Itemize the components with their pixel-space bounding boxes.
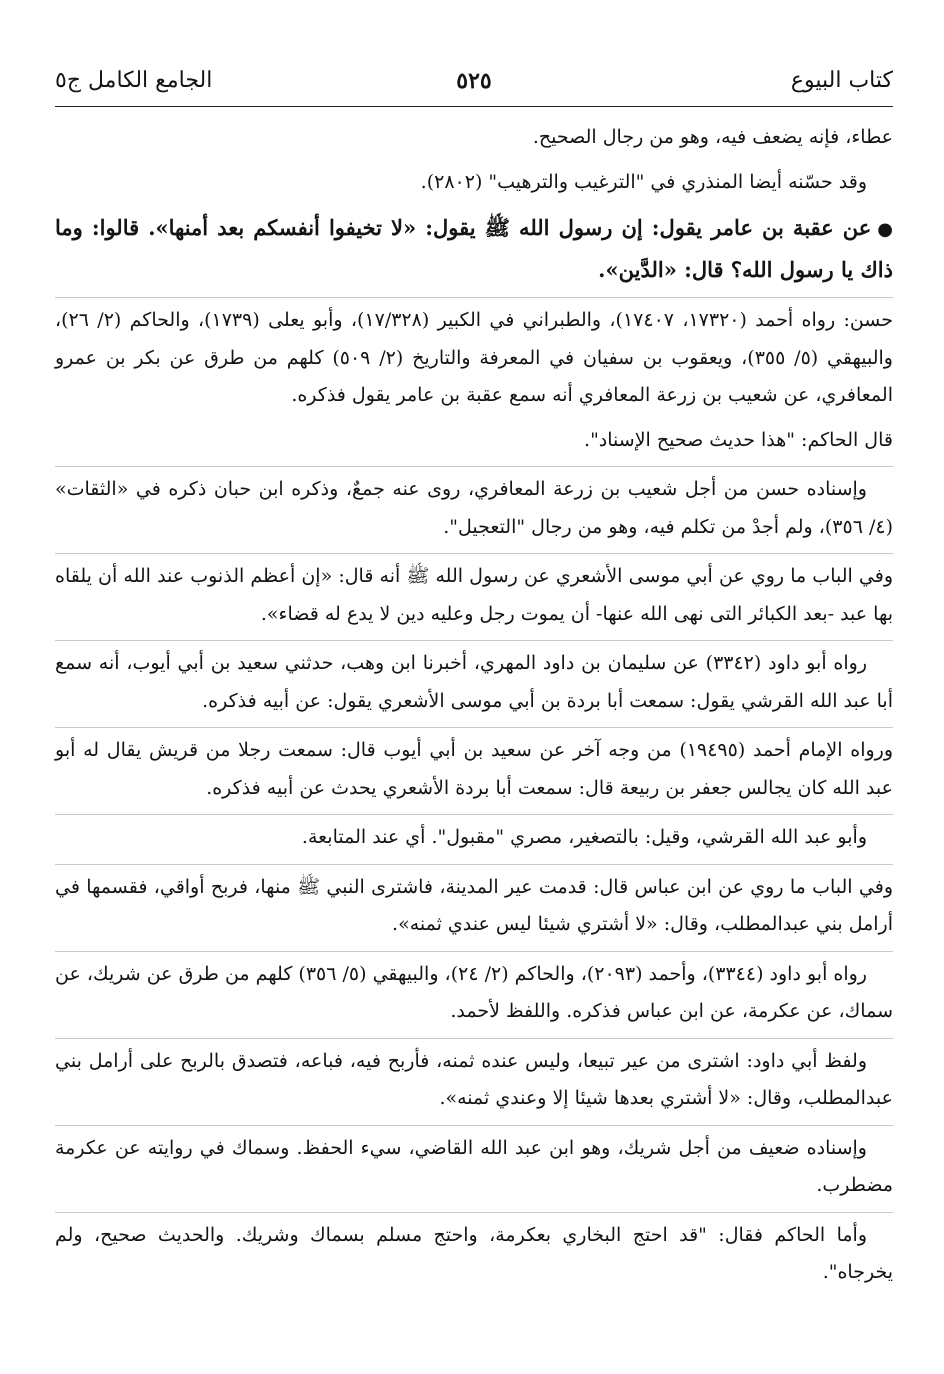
paragraph: حسن: رواه أحمد (١٧٣٢٠، ١٧٤٠٧)، والطبراني في الكبير (١٧/٣٢٨)، وأبو يعلى (١٧٣٩)، والحاكم (٢/ ٢٦)، والبيهقي (٥/ ٣٥٥)، ويعقوب بن سفيان في المعرفة والتاريخ (٢/ ٥٠٩) كلهم من طرق عن بكر بن عمرو المعافري، عن شعيب بن زرعة المعافري أنه سمع عقبة بن عامر يقول فذكره. (55, 297, 893, 415)
paragraph: وإسناده ضعيف من أجل شريك، وهو ابن عبد الله القاضي، سيء الحفظ. وسماك في روايته عن عكرمة مضطرب. (55, 1125, 893, 1205)
paragraph: قال الحاكم: "هذا حديث صحيح الإسناد". (584, 428, 893, 451)
bullet-icon: ● (877, 219, 893, 240)
paragraph: وأبو عبد الله القرشي، وقيل: بالتصغير، مصري "مقبول". أي عند المتابعة. (55, 814, 893, 857)
paragraph: ولفظ أبي داود: اشترى من عير تبيعا، وليس عنده ثمنه، فأربح فيه، فباعه، فتصدق بالربح على أرامل بني عبدالمطلب، وقال: «لا أشتري بعدها شيئا إلا وعندي ثمنه». (55, 1038, 893, 1118)
paragraph: عطاء، فإنه يضعف فيه، وهو من رجال الصحيح. (532, 126, 893, 148)
paragraph: وأما الحاكم فقال: "قد احتج البخاري بعكرمة، واحتج مسلم بسماك وشريك. والحديث صحيح، ولم يخرجاه". (55, 1212, 893, 1292)
book-title: الجامع الكامل ج٥ (55, 68, 213, 93)
hadith-text (55, 208, 893, 290)
paragraph: وإسناده حسن من أجل شعيب بن زرعة المعافري، روى عنه جمعٌ، وذكره ابن حبان ذكره في «الثقات» (٤/ ٣٥٦)، ولم أجدْ من تكلم فيه، وهو من رجال "التعجيل". (55, 466, 893, 546)
paragraph: ورواه الإمام أحمد (١٩٤٩٥) من وجه آخر عن سعيد بن أبي أيوب قال: سمعت رجلا من قريش يقال له أبو عبد الله كان يجالس جعفر بن ربيعة قال: سمعت أبا بردة الأشعري يحدث عن أبيه فذكره. (55, 727, 893, 807)
page-number: ٥٢٥ (456, 68, 492, 94)
paragraph: رواه أبو داود (٣٣٤٤)، وأحمد (٢٠٩٣)، والحاكم (٢/ ٢٤)، والبيهقي (٥/ ٣٥٦) كلهم من طرق عن شريك، عن سماك، عن عكرمة، عن ابن عباس فذكره. واللفظ لأحمد. (55, 951, 893, 1031)
paragraph: رواه أبو داود (٣٣٤٢) عن سليمان بن داود المهري، أخبرنا ابن وهب، حدثني سعيد بن أبي أيوب، أنه سمع أبا عبد الله القرشي يقول: سمعت أبا بردة بن أبي موسى الأشعري يقول: عن أبيه فذكره. (55, 640, 893, 720)
chapter-title: كتاب البيوع (790, 68, 893, 93)
book-page (55, 62, 893, 1352)
paragraph: وفي الباب ما روي عن أبي موسى الأشعري عن رسول الله ﷺ أنه قال: «إن أعظم الذنوب عند الله أن يلقاه بها عبد -بعد الكبائر التى نهى الله عنها- أن يموت رجل وعليه دين لا يدع له قضاء». (55, 553, 893, 633)
page-body (55, 107, 893, 1292)
paragraph: وقد حسّنه أيضا المنذري في "الترغيب والترهيب" (٢٨٠٢). (420, 170, 867, 193)
page-header (55, 62, 893, 107)
paragraph: وفي الباب ما روي عن ابن عباس قال: قدمت عير المدينة، فاشترى النبي ﷺ منها، فربح أواقي، فقسمها في أرامل بني عبدالمطلب، وقال: «لا أشتري شيئا ليس عندي ثمنه». (55, 864, 893, 944)
hadith-body: عن عقبة بن عامر يقول: إن رسول الله ﷺ يقول: «لا تخيفوا أنفسكم بعد أمنها». قالوا: وما ذاك يا رسول الله؟ قال: «الدَّين». (55, 215, 893, 282)
